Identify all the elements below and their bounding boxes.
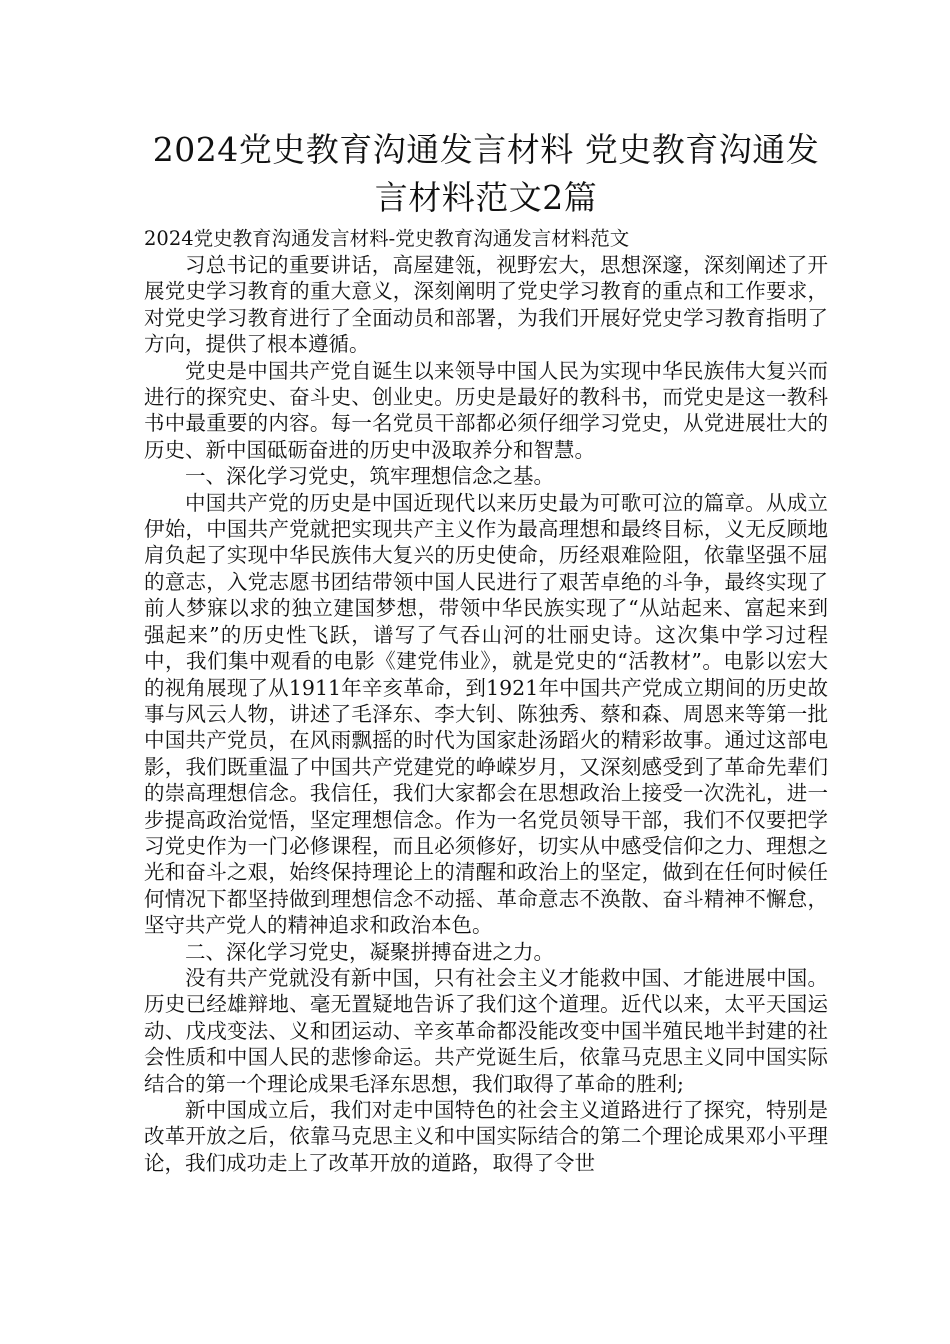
document-title: 2024党史教育沟通发言材料 党史教育沟通发言材料范文2篇 [152,130,820,217]
paragraph-2: 党史是中国共产党自诞生以来领导中国人民为实现中华民族伟大复兴而进行的探究史、奋斗史、创业史。历史是最好的教科书，而党史是这一教科书中最重要的内容。每一名党员干部都必须仔细学习党史，从党进展壮大的历史、新中国砥砺奋进的历史中汲取养分和智慧。 [144,358,828,462]
section-heading-2: 二、深化学习党史，凝聚拼搏奋进之力。 [185,939,554,964]
paragraph-1: 习总书记的重要讲话，高屋建瓴，视野宏大，思想深邃，深刻阐述了开展党史学习教育的重大意义，深刻阐明了党史学习教育的重点和工作要求，对党史学习教育进行了全面动员和部署，为我们开展好党史学习教育指明了方向，提供了根本遵循。 [144,253,828,357]
document-page [144,126,828,1176]
section-heading-1: 一、深化学习党史，筑牢理想信念之基。 [185,464,554,489]
paragraph-5: 新中国成立后，我们对走中国特色的社会主义道路进行了探究，特别是改革开放之后，依靠马克思主义和中国实际结合的第二个理论成果邓小平理论，我们成功走上了改革开放的道路，取得了令世 [144,1098,828,1175]
paragraph-4: 没有共产党就没有新中国，只有社会主义才能救中国、才能进展中国。历史已经雄辩地、毫无置疑地告诉了我们这个道理。近代以来，太平天国运动、戊戌变法、义和团运动、辛亥革命都没能改变中国半殖民地半封建的社会性质和中国人民的悲惨命运。共产党诞生后，依靠马克思主义同中国实际结合的第一个理论成果毛泽东思想，我们取得了革命的胜利; [144,965,828,1096]
document-subtitle: 2024党史教育沟通发言材料-党史教育沟通发言材料范文 [144,227,630,250]
paragraph-3: 中国共产党的历史是中国近现代以来历史最为可歌可泣的篇章。从成立伊始，中国共产党就把实现共产主义作为最高理想和最终目标，义无反顾地肩负起了实现中华民族伟大复兴的历史使命，历经艰难险阻，依靠坚强不屈的意志，入党志愿书团结带领中国人民进行了艰苦卓绝的斗争，最终实现了前人梦寐以求的独立建国梦想，带领中华民族实现了“从站起来、富起来到强起来”的历史性飞跃，谱写了气吞山河的壮丽史诗。这次集中学习过程中，我们集中观看的电影《建党伟业》，就是党史的“活教材”。电影以宏大的视角展现了从1911年辛亥革命，到1921年中国共产党成立期间的历史故事与风云人物，讲述了毛泽东、李大钊、陈独秀、蔡和森、周恩来等第一批中国共产党员，在风雨飘摇的时代为国家赴汤蹈火的精彩故事。通过这部电影，我们既重温了中国共产党建党的峥嵘岁月，又深刻感受到了革命先辈们的崇高理想信念。我信任，我们大家都会在思想政治上接受一次洗礼，进一步提高政治觉悟，坚定理想信念。作为一名党员领导干部，我们不仅要把学习党史作为一门必修课程，而且必须修好，切实从中感受信仰之力、理想之光和奋斗之艰，始终保持理论上的清醒和政治上的坚定，做到在任何时候任何情况下都坚持做到理想信念不动摇、革命意志不涣散、奋斗精神不懈怠，坚守共产党人的精神追求和政治本色。 [144,490,828,938]
